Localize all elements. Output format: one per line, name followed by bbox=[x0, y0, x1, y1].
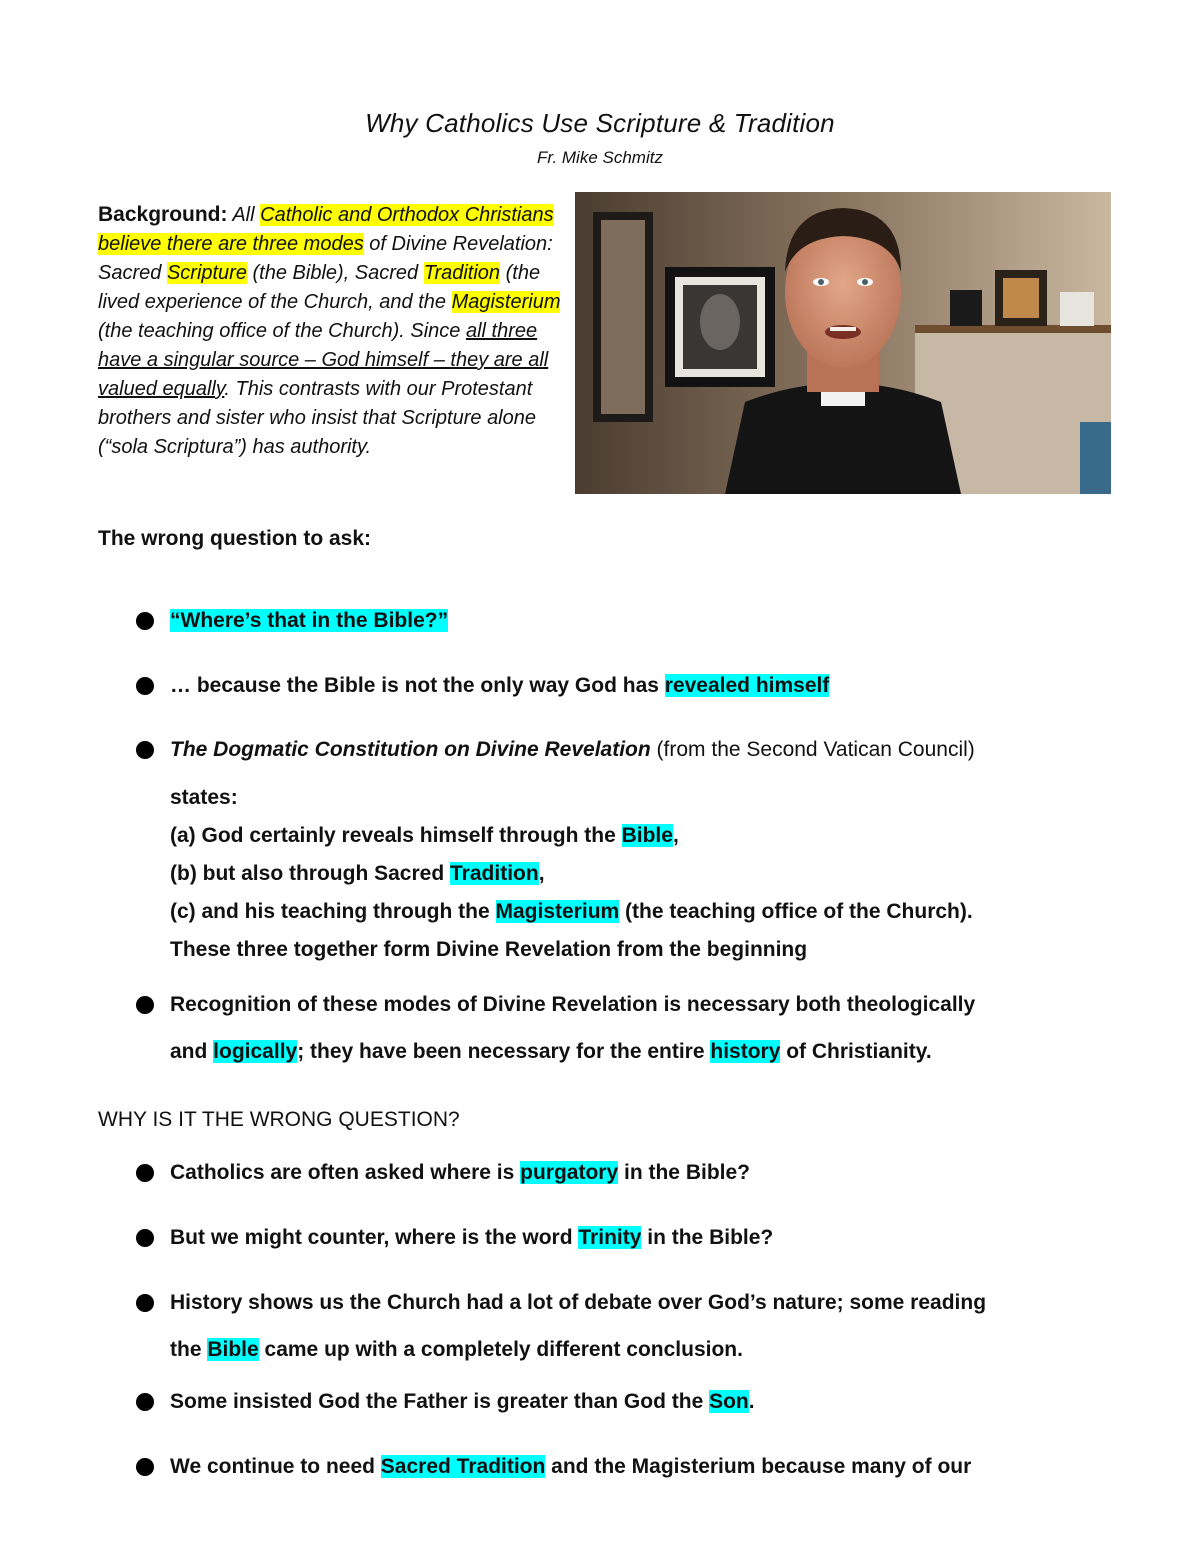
document-page: Why Catholics Use Scripture & Tradition Fr. Mike Schmitz Background: All Catholic and Orthodox Christians believe there are three modes of Divine Revelation: Sacred Scripture (the Bible), Sacred Tradition (the lived experience of the Church, and the Magisterium (the teaching office of the Church). Since all three have a singular source – God himself – they are all valued equally. This contrasts with our Protestant brothers and sister who insist that Scripture alone (“sola Scriptura”) has authority. The wrong question to ask: “Where’s that in the Bible?” … because the Bible is not the only way God has revealed himself The Dogmatic Constitution on Divine Revelation (from the Second Vatican Council) states: (a) God certainly reveals himself through the Bible, (b) but also through Sacred Tradition, (c) and his teaching through the Magisterium (the teaching office of the Church). These three together form Divine Revelation from the beginning Recognition of these modes of Divine Revelation is necessary both theologically and logically; they have been necessary for the entire history of Christianity. WHY IS IT THE WRONG QUESTION? Catholics are often asked where is purgatory in the Bible? But we might counter, where is the word Trinity in the Bible? History shows us the Church had a lot of debate over God’s nature; some reading the Bible came up with a completely different conclusion. Some insisted God the Father is greater than God the Son. We continue to need Sacred Tradition and the Magisterium because many of our bbox=[0, 0, 1200, 1553]
bullet-icon bbox=[136, 1294, 154, 1312]
bullet-icon bbox=[136, 1393, 154, 1411]
bullet-icon bbox=[136, 677, 154, 695]
background-paragraph: Background: All Catholic and Orthodox Christians believe there are three modes of Divine Revelation: Sacred Scripture (the Bible), Sacred Tradition (the lived experience of the Church, and the Magisterium (the teaching office of the Church). Since all three have a singular source – God himself – they are all valued equally. This contrasts with our Protestant brothers and sister who insist that Scripture alone (“sola Scriptura”) has authority. bbox=[98, 203, 561, 458]
section-heading-why-wrong: WHY IS IT THE WRONG QUESTION? bbox=[98, 1108, 460, 1131]
bullet-icon bbox=[136, 612, 154, 630]
highlight: Son bbox=[709, 1390, 749, 1413]
list-item-continuation: states: bbox=[170, 786, 238, 809]
highlight: Sacred Tradition bbox=[380, 1455, 546, 1478]
list-subitem-b: (b) but also through Sacred Tradition, bbox=[170, 862, 545, 885]
highlight: Catholic and Orthodox Christians believe there are three modes bbox=[98, 204, 554, 255]
list-subitem-a: (a) God certainly reveals himself through the Bible, bbox=[170, 824, 679, 847]
highlight: logically bbox=[213, 1040, 298, 1063]
bullet-icon bbox=[136, 741, 154, 759]
highlight: history bbox=[710, 1040, 781, 1063]
highlight: revealed himself bbox=[664, 674, 830, 697]
highlight: purgatory bbox=[520, 1161, 619, 1184]
highlight: Tradition bbox=[423, 262, 501, 284]
highlight: Tradition bbox=[450, 862, 539, 885]
highlight: Magisterium bbox=[495, 900, 620, 923]
highlight: “Where’s that in the Bible?” bbox=[170, 609, 449, 632]
list-subitem-d: These three together form Divine Revelation from the beginning bbox=[170, 938, 808, 961]
bullet-icon bbox=[136, 1229, 154, 1247]
background-label: Background: bbox=[98, 203, 228, 226]
underlined-text: all three have a singular source – God himself – they are all valued equally bbox=[98, 320, 549, 400]
priest-photo bbox=[575, 192, 1111, 494]
highlight: Scripture bbox=[166, 262, 247, 284]
bullet-icon bbox=[136, 1458, 154, 1476]
highlight: Bible bbox=[621, 824, 673, 847]
highlight: Magisterium bbox=[451, 291, 561, 313]
highlight: Trinity bbox=[578, 1226, 642, 1249]
document-title: Why Catholics Use Scripture & Tradition bbox=[365, 108, 835, 138]
section-heading-wrong-question: The wrong question to ask: bbox=[98, 527, 372, 550]
highlight: Bible bbox=[207, 1338, 259, 1361]
document-reference: The Dogmatic Constitution on Divine Revelation bbox=[170, 738, 651, 761]
list-subitem-c: (c) and his teaching through the Magisterium (the teaching office of the Church). bbox=[170, 900, 973, 923]
bullet-icon bbox=[136, 1164, 154, 1182]
document-author: Fr. Mike Schmitz bbox=[537, 148, 663, 167]
bullet-icon bbox=[136, 996, 154, 1014]
